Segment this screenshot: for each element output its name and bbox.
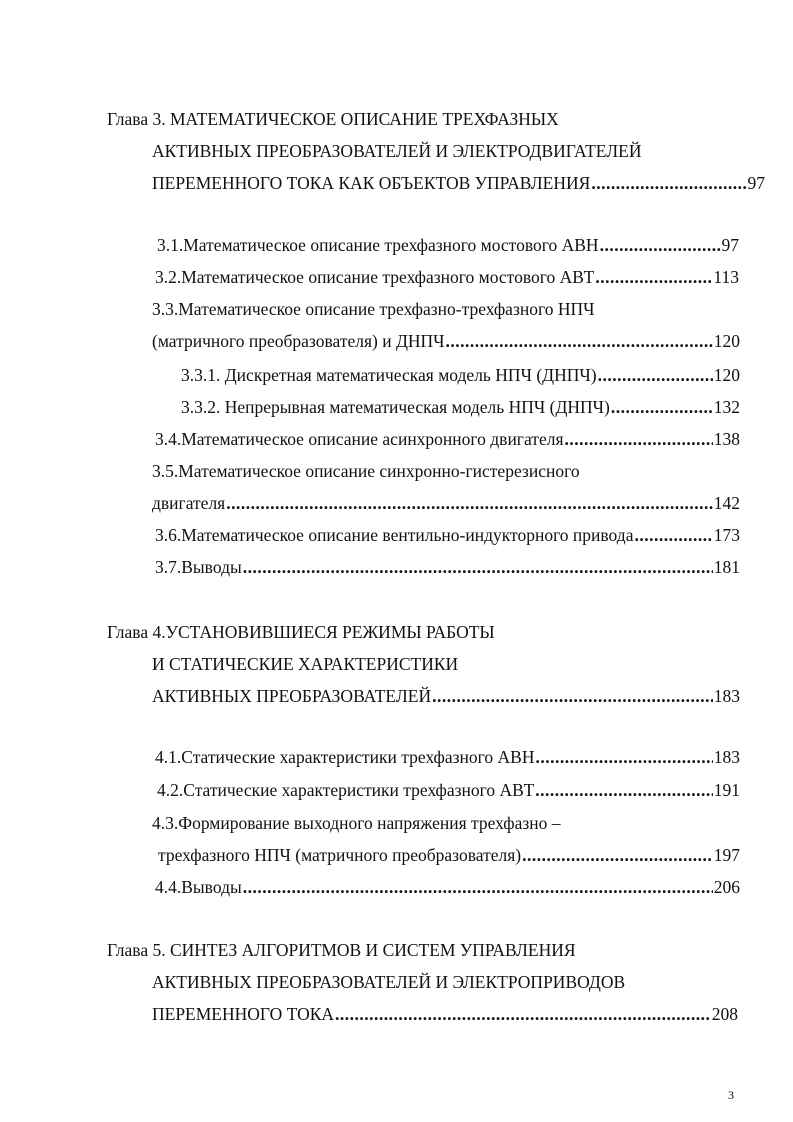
leader-dots [335, 1002, 711, 1026]
leader-dots [522, 843, 713, 867]
page-number: 3 [728, 1088, 734, 1102]
leader-dots [432, 684, 713, 708]
toc-entry-3-3-2[interactable] [181, 395, 740, 419]
toc-entry-3-5[interactable]: 3.5.Математическое описание синхронно-гистерезисного [152, 461, 580, 481]
toc-entry-3-2[interactable] [155, 265, 739, 289]
toc-page: 173 [713, 525, 740, 545]
toc-text: 4.1.Статические характеристики трехфазного АВН [155, 747, 535, 767]
toc-entry-4-2[interactable] [157, 778, 740, 802]
toc-page: 97 [747, 173, 765, 193]
toc-page: 113 [713, 267, 739, 287]
chapter-3-title-line-2: АКТИВНЫХ ПРЕОБРАЗОВАТЕЛЕЙ И ЭЛЕКТРОДВИГАТЕЛЕЙ [152, 141, 642, 161]
toc-text: ПЕРЕМЕННОГО ТОКА КАК ОБЪЕКТОВ УПРАВЛЕНИЯ [152, 173, 591, 193]
leader-dots [535, 778, 712, 802]
toc-text: 4.2.Статические характеристики трехфазного АВТ [157, 780, 535, 800]
toc-entry-3-7[interactable] [155, 555, 740, 579]
chapter-5-title-line-1: Глава 5. СИНТЕЗ АЛГОРИТМОВ И СИСТЕМ УПРАВЛЕНИЯ [107, 940, 576, 960]
leader-dots [591, 171, 746, 195]
leader-dots [595, 265, 712, 289]
leader-dots [535, 745, 712, 769]
toc-entry-3-3-1[interactable] [181, 363, 740, 387]
leader-dots [446, 329, 713, 353]
toc-page: 138 [713, 429, 740, 449]
toc-entry-3-5-cont[interactable] [152, 491, 740, 515]
toc-entry-4-3-cont[interactable] [158, 843, 740, 867]
leader-dots [243, 555, 713, 579]
toc-text: 3.2.Математическое описание трехфазного мостового АВТ [155, 267, 595, 287]
toc-text: 3.1.Математическое описание трехфазного мостового АВН [157, 235, 599, 255]
toc-text: ПЕРЕМЕННОГО ТОКА [152, 1004, 335, 1024]
leader-dots [565, 427, 713, 451]
toc-text: (матричного преобразователя) и ДНПЧ [152, 331, 445, 351]
leader-dots [634, 523, 712, 547]
chapter-4-title-line-2: И СТАТИЧЕСКИЕ ХАРАКТЕРИСТИКИ [152, 654, 459, 674]
toc-page: 142 [713, 493, 740, 513]
chapter-4-title-line-3[interactable] [152, 684, 740, 708]
leader-dots [611, 395, 713, 419]
toc-text: 3.3.2. Непрерывная математическая модель НПЧ (ДНПЧ) [181, 397, 610, 417]
chapter-5-title-line-3[interactable] [152, 1002, 738, 1026]
toc-text: 3.3.1. Дискретная математическая модель НПЧ (ДНПЧ) [181, 365, 597, 385]
toc-entry-3-4[interactable] [155, 427, 740, 451]
toc-text: АКТИВНЫХ ПРЕОБРАЗОВАТЕЛЕЙ [152, 686, 432, 706]
toc-entry-3-6[interactable] [155, 523, 740, 547]
toc-page: 183 [713, 747, 740, 767]
toc-text: 3.4.Математическое описание асинхронного двигателя [155, 429, 564, 449]
toc-page: 183 [713, 686, 740, 706]
toc-text: трехфазного НПЧ (матричного преобразователя) [158, 845, 522, 865]
toc-page: 191 [713, 780, 740, 800]
toc-page: 120 [713, 331, 740, 351]
chapter-4-title-line-1: Глава 4.УСТАНОВИВШИЕСЯ РЕЖИМЫ РАБОТЫ [107, 622, 495, 642]
toc-entry-4-3[interactable]: 4.3.Формирование выходного напряжения трехфазно – [152, 813, 561, 833]
toc-page: 197 [713, 845, 740, 865]
leader-dots [598, 363, 713, 387]
chapter-5-title-line-2: АКТИВНЫХ ПРЕОБРАЗОВАТЕЛЕЙ И ЭЛЕКТРОПРИВОДОВ [152, 972, 626, 992]
chapter-3-title-line-3[interactable] [152, 171, 765, 195]
toc-page: 208 [711, 1004, 738, 1024]
toc-page: 132 [713, 397, 740, 417]
toc-text: 3.7.Выводы [155, 557, 242, 577]
leader-dots [243, 875, 713, 899]
leader-dots [226, 491, 713, 515]
chapter-3-title-line-1: Глава 3. МАТЕМАТИЧЕСКОЕ ОПИСАНИЕ ТРЕХФАЗНЫХ [107, 109, 559, 129]
toc-entry-3-1[interactable] [157, 233, 739, 257]
toc-page: 206 [713, 877, 740, 897]
toc-text: 3.6.Математическое описание вентильно-индукторного привода [155, 525, 634, 545]
toc-text: двигателя [152, 493, 226, 513]
toc-page: 97 [721, 235, 739, 255]
leader-dots [600, 233, 721, 257]
toc-page: 120 [713, 365, 740, 385]
toc-entry-4-4[interactable] [155, 875, 740, 899]
toc-entry-4-1[interactable] [155, 745, 740, 769]
toc-text: 4.4.Выводы [155, 877, 242, 897]
toc-entry-3-3-cont[interactable] [152, 329, 740, 353]
toc-page: 181 [713, 557, 740, 577]
toc-entry-3-3[interactable]: 3.3.Математическое описание трехфазно-трехфазного НПЧ [152, 299, 595, 319]
